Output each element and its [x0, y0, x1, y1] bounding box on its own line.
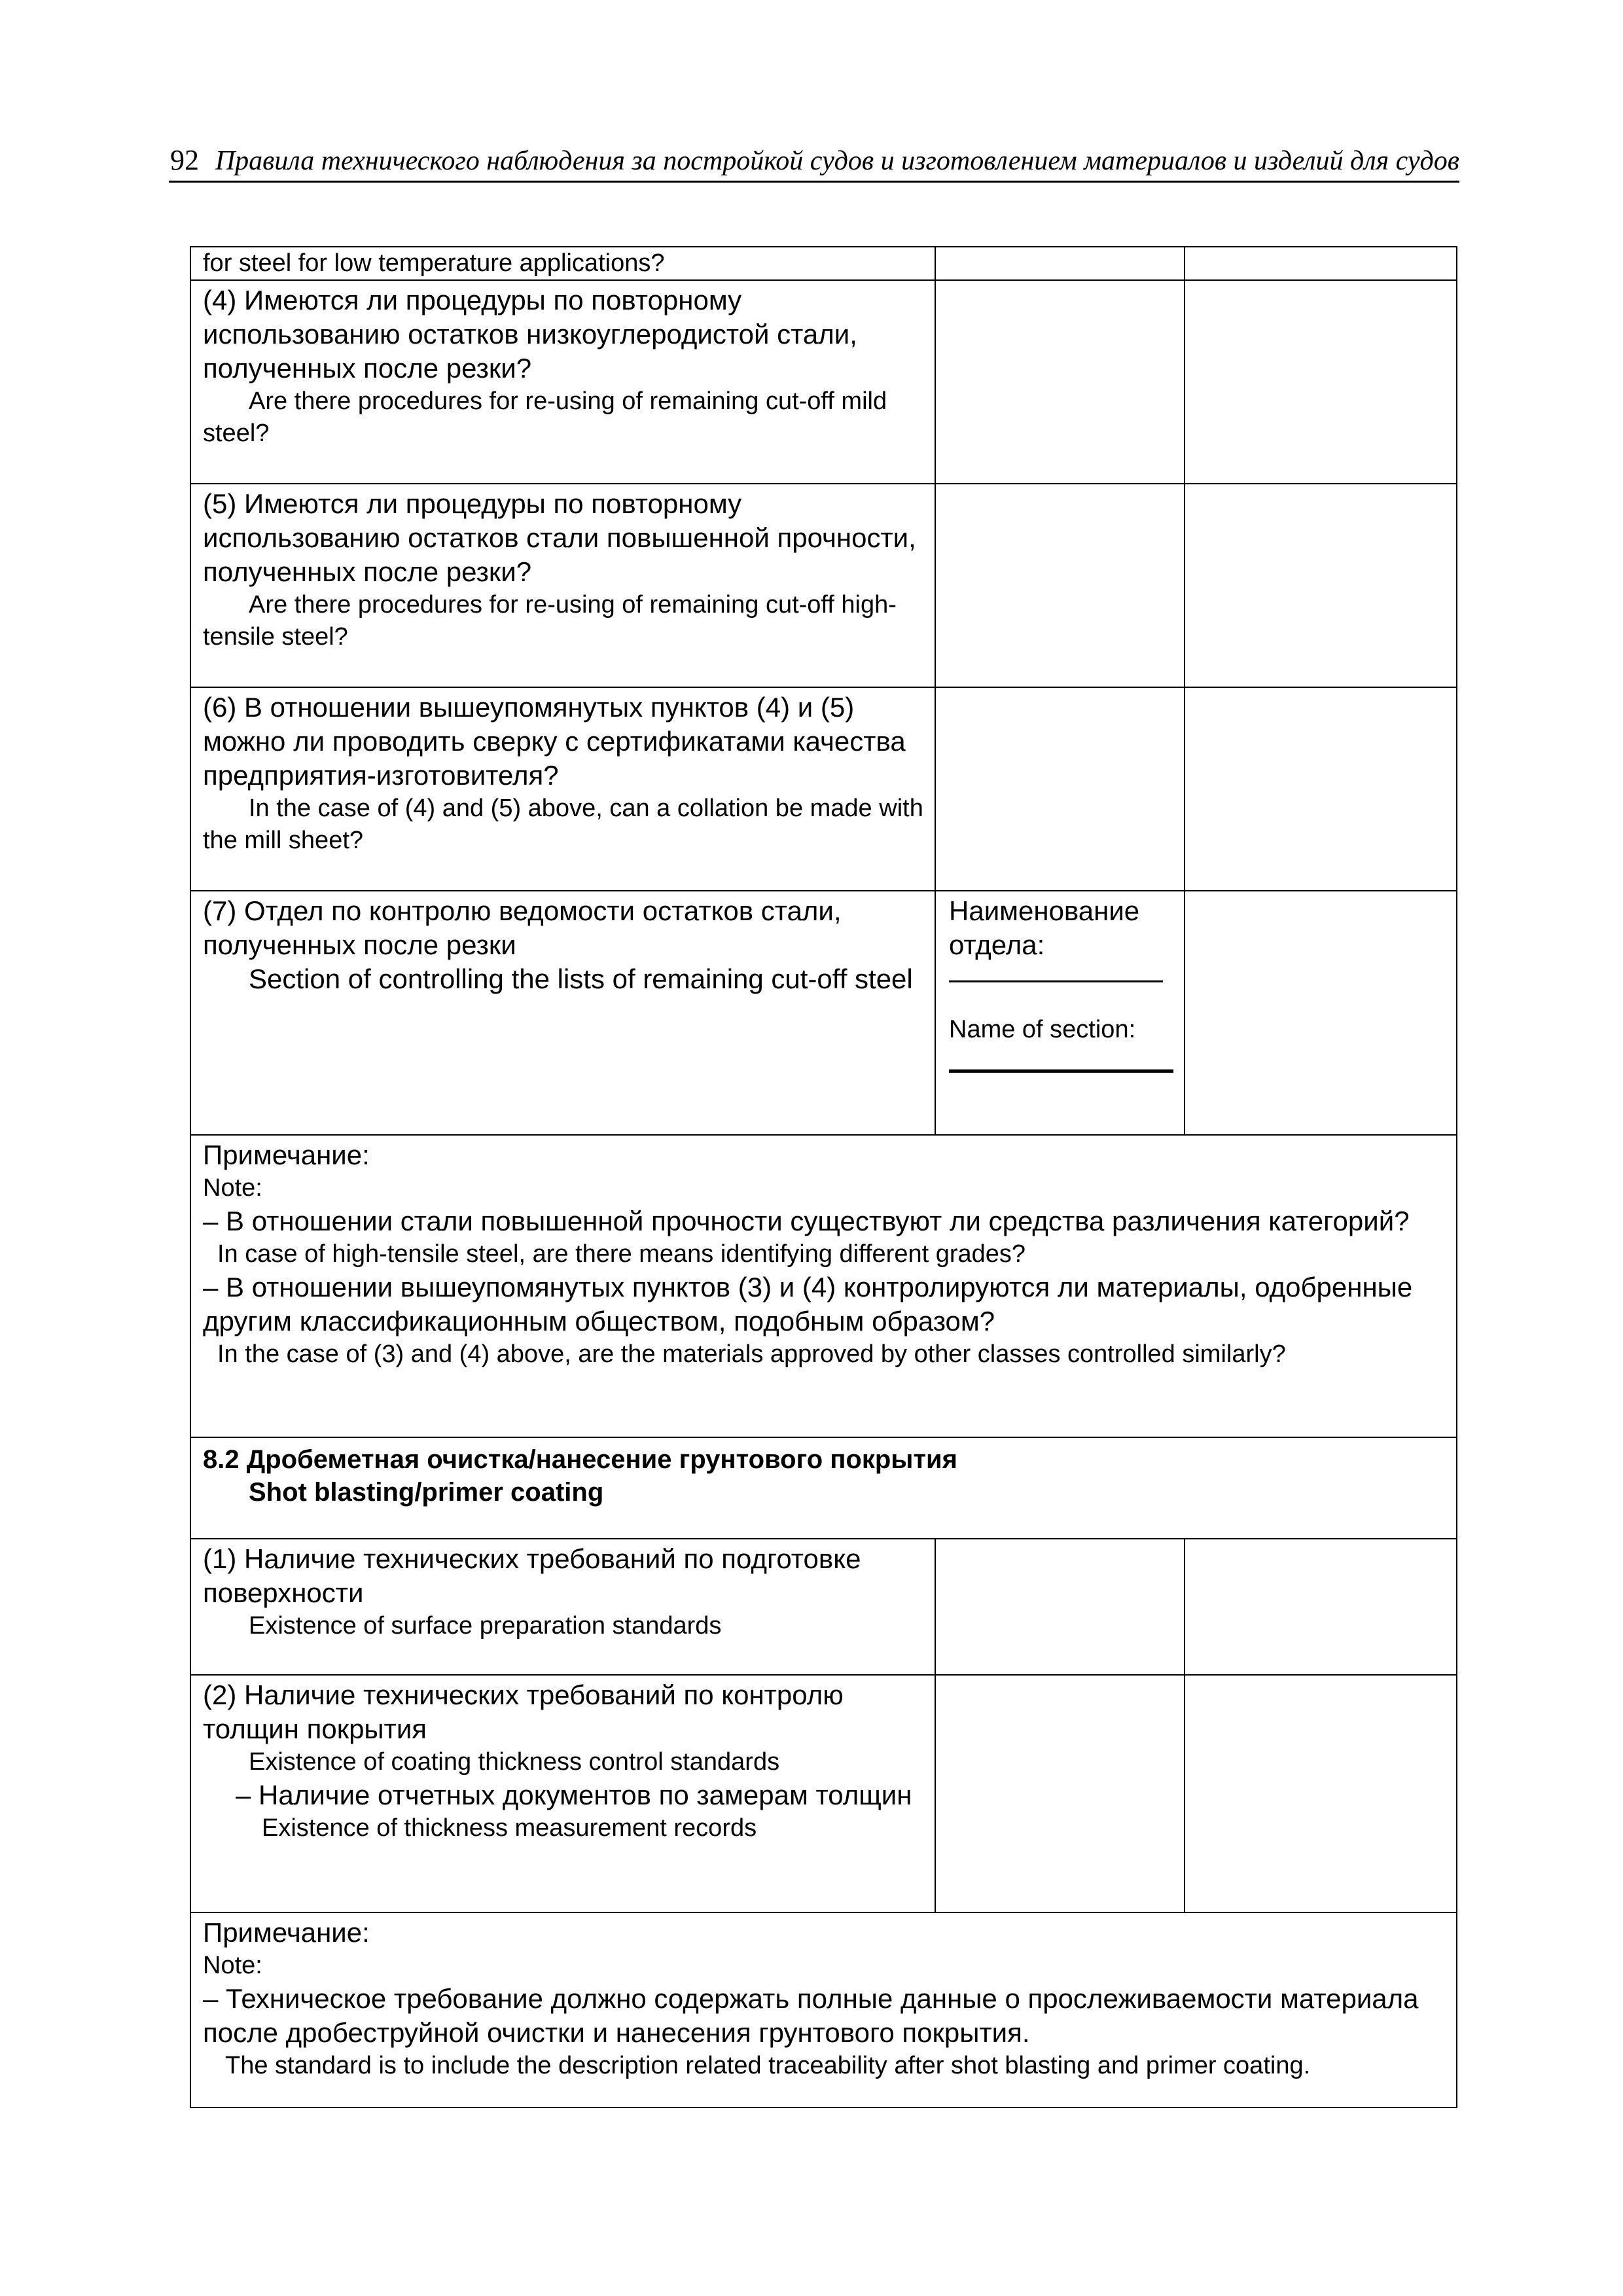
question-ru: (2) Наличие технических требований по контролю толщин покрытия [203, 1679, 844, 1744]
question-cell [190, 1675, 935, 1912]
note-label-en: Note: [203, 1174, 262, 1202]
mark-cell[interactable] [935, 1675, 1185, 1912]
note-label-ru: Примечание: [203, 1917, 370, 1948]
note-item-ru: – Техническое требование должно содержать полные данные о прослеживаемости материала после дробеструйной очистки и нанесения грунтового покрытия. [203, 1983, 1419, 2048]
note-label-en: Note: [203, 1952, 262, 1979]
note-label-ru: Примечание: [203, 1139, 370, 1170]
section-title-ru: 8.2 Дробеметная очистка/нанесение грунтового покрытия [203, 1445, 957, 1474]
remark-cell[interactable] [1185, 891, 1457, 1135]
checklist-table [190, 246, 1457, 2108]
question-sub-ru: – Наличие отчетных документов по замерам толщин [236, 1780, 912, 1810]
question-cell [190, 484, 935, 687]
remark-cell[interactable] [1185, 247, 1457, 280]
table-row [190, 891, 1457, 1135]
note-cell [190, 1912, 1457, 2108]
page-header [169, 137, 1459, 183]
note-row [190, 1135, 1457, 1437]
note-item-en: In case of high-tensile steel, are there means identifying different grades? [217, 1240, 1026, 1268]
question-ru: (4) Имеются ли процедуры по повторному использованию остатков низкоуглеродистой стали, полученных после резки? [203, 285, 857, 384]
section-title-en: Shot blasting/primer coating [249, 1478, 604, 1507]
mark-cell[interactable] [935, 687, 1185, 891]
mark-cell[interactable] [935, 484, 1185, 687]
department-label-en: Name of section: [949, 1016, 1136, 1043]
note-item-ru: – В отношении вышеупомянутых пунктов (3) и (4) контролируются ли материалы, одобренные другим классификационным обществом, подобным образом? [203, 1272, 1413, 1336]
department-name-line[interactable] [949, 980, 1163, 982]
mark-cell[interactable] [935, 247, 1185, 280]
section-heading-row [190, 1437, 1457, 1539]
question-en: In the case of (4) and (5) above, can a collation be made with the mill sheet? [203, 795, 923, 854]
table-row [190, 247, 1457, 280]
question-ru: (5) Имеются ли процедуры по повторному использованию остатков стали повышенной прочности, полученных после резки? [203, 488, 916, 587]
question-en: Section of controlling the lists of remaining cut-off steel [249, 963, 913, 994]
question-cell [190, 687, 935, 891]
note-item-en: In the case of (3) and (4) above, are the materials approved by other classes controlled similarly? [217, 1340, 1286, 1368]
table-row [190, 484, 1457, 687]
question-en: Are there procedures for re-using of remaining cut-off high-tensile steel? [203, 591, 897, 651]
note-item-ru: – В отношении стали повышенной прочности существуют ли средства различения категорий? [203, 1206, 1410, 1236]
question-en: Are there procedures for re-using of remaining cut-off mild steel? [203, 387, 887, 447]
question-ru: (6) В отношении вышеупомянутых пунктов (4) и (5) можно ли проводить сверку с сертификатами качества предприятия-изготовителя? [203, 692, 906, 791]
note-row [190, 1912, 1457, 2108]
table-row [190, 1539, 1457, 1675]
remark-cell[interactable] [1185, 687, 1457, 891]
question-cell [190, 280, 935, 484]
question-en: Existence of coating thickness control standards [249, 1748, 780, 1776]
remark-cell[interactable] [1185, 1539, 1457, 1675]
question-cell [190, 1539, 935, 1675]
remark-cell[interactable] [1185, 1675, 1457, 1912]
remark-cell[interactable] [1185, 280, 1457, 484]
question-en: Existence of surface preparation standards [249, 1612, 722, 1640]
note-cell [190, 1135, 1457, 1437]
question-en: for steel for low temperature applications? [203, 249, 665, 277]
mark-cell[interactable] [935, 1539, 1185, 1675]
section-heading-cell [190, 1437, 1457, 1539]
question-sub-en: Existence of thickness measurement records [262, 1814, 757, 1842]
note-item-en: The standard is to include the description related traceability after shot blasting and primer coating. [225, 2052, 1311, 2079]
department-label-ru: Наименование отдела: [949, 895, 1140, 960]
table-row [190, 1675, 1457, 1912]
department-cell[interactable] [935, 891, 1185, 1135]
running-title: Правила технического наблюдения за постройкой судов и изготовлением материалов и изделий для судов [215, 146, 1459, 176]
page-number: 92 [170, 144, 199, 176]
question-cell [190, 891, 935, 1135]
section-name-line[interactable] [949, 1069, 1173, 1073]
remark-cell[interactable] [1185, 484, 1457, 687]
question-cell [190, 247, 935, 280]
table-row [190, 687, 1457, 891]
table-row [190, 280, 1457, 484]
question-ru: (7) Отдел по контролю ведомости остатков стали, полученных после резки [203, 895, 842, 960]
mark-cell[interactable] [935, 280, 1185, 484]
question-ru: (1) Наличие технических требований по подготовке поверхности [203, 1543, 861, 1608]
